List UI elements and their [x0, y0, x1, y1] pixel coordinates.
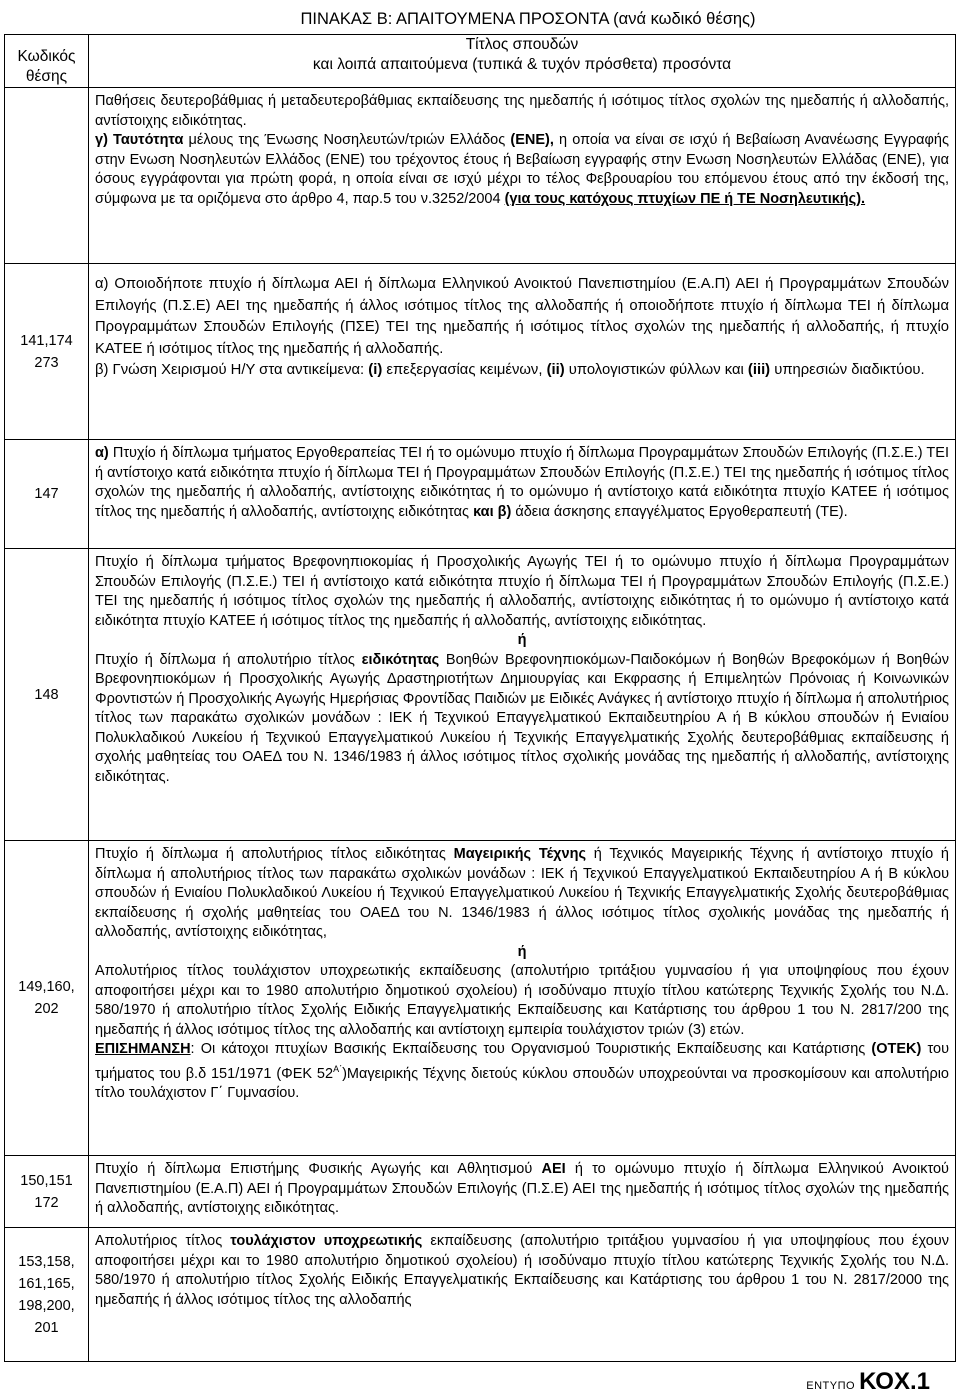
bold-text: (ii)	[546, 362, 565, 378]
text: η οποία να είναι σε ισχύ ή Βεβαίωση Ανανέωσης Εγγραφής στην Ενωση Νοσηλευτών Ελλάδος (ΕΝΕ) του τρέχοντος έτους ή Βεβαίωση εγγραφής στην Ενωση Νοσηλευτών Ελλάδας (ΕΝΕ), για όσους εγγράφονται για πρώτη φορά, η οποία είναι σε ισχύ μέχρι το τέλος Φεβρουαρίου του επόμενου έτους από την έκδοσή της, σύμφωνα με τα οριζόμενα στο άρθρο 4, παρ.5 του ν.3252/2004	[95, 132, 949, 207]
paragraph: Πτυχίο ή δίπλωμα τμήματος Βρεφονηπιοκομίας ή Προσχολικής Αγωγής ΤΕΙ ή το ομώνυμο πτυχίο ή δίπλωμα Προγραμμάτων Σπουδών Επιλογής (Π.Σ.Ε.) ΤΕΙ ή αντίστοιχο κατά ειδικότητα πτυχίο ή δίπλωμα ΤΕΙ ή Προγραμμάτων Σπουδών Επιλογής (Π.Σ.Ε.) ΤΕΙ της ημεδαπής ή ισότιμος τίτλος σχολών της ημεδαπής ή αλλοδαπής, αντίστοιχης ειδικότητας ή το ομώνυμο ή αντίστοιχο κατά ειδικότητα πτυχίο ΚΑΤΕΕ ή ισότιμος τίτλος της ημεδαπής ή αλλοδαπής, αντίστοιχης ειδικότητας.	[95, 554, 949, 629]
form-label: ΕΝΤΥΠΟ	[806, 1380, 856, 1392]
position-code: 202	[34, 1001, 59, 1017]
position-code: 201	[34, 1319, 59, 1336]
text: Πτυχίο ή δίπλωμα ή απολυτήριος τίτλος ειδικότητας	[95, 846, 454, 862]
text: Απολυτήριος τίτλος	[95, 1233, 231, 1249]
bold-text: γ) Ταυτότητα	[95, 132, 184, 148]
text: του τμήματος του β.δ 151/1971 (ΦΕΚ 52	[95, 1041, 949, 1082]
paragraph: α) Οποιοδήποτε πτυχίο ή δίπλωμα ΑΕΙ ή δίπλωμα Ελληνικού Ανοικτού Πανεπιστημίου (Ε.Α.Π) ΑΕΙ ή Προγραμμάτων Σπουδών Επιλογής (Π.Σ.Ε) ΑΕΙ της ημεδαπής ή άλλος ισότιμος τίτλος της αλλοδαπής ή οποιοδήποτε πτυχίο ή δίπλωμα ΤΕΙ ή δίπλωμα Προγραμμάτων Σπουδών Επιλογής (ΠΣΕ) ΤΕΙ της ημεδαπής ή ισότιμος τίτλος σχολών της ημεδαπής ή αλλοδαπής, ή πτυχίο ΚΑΤΕΕ ή ισότιμος τίτλος της ημεδαπής ή αλλοδαπής.	[95, 276, 949, 357]
bold-text: ειδικότητας	[361, 651, 440, 668]
position-code: 148	[34, 686, 59, 703]
paragraph: Παθήσεις δευτεροβάθμιας ή μεταδευτεροβάθμιας εκπαίδευσης της ημεδαπής ή ισότιμος τίτλος σχολών της ημεδαπής ή αλλοδαπής, αντίστοιχης ειδικότητας.	[95, 93, 949, 129]
code-cell	[5, 88, 89, 264]
text: Βοηθών Βρεφονηπιοκόμων-Παιδοκόμων ή Βοηθών Βρεφοκόμων ή Βοηθών Βρεφονηπιοκόμων ή Προσχολικής Αγωγής Δραστηριοτήτων Δημιουργίας και Εκφρασης ή Επιμελητών Πρόνοιας ή Κοινωνικών Φροντιστών ή Προσχολικής Αγωγής Ημερήσιας Φροντίδας Παιδιών με Ειδικές Ανάγκες ή αντίστοιχο πτυχίο ή δίπλωμα ή απολυτήριος τίτλος των παρακάτω σχολικών μονάδων : ΙΕΚ ή Τεχνικού Επαγγελματικού Εκπαιδευτηρίου Α ή Β κύκλου σπουδών ή Ενιαίου Πολυκλαδικού Λυκείου ή Τεχνικού Επαγγελματικού Λυκείου ή Τεχνικής Επαγγελματικής Σχολής δευτεροβάθμιας εκπαίδευσης ή σχολής μαθητείας του ΟΑΕΔ του Ν. 1346/1983 ή άλλος ισότιμος τίτλος σχολικής μονάδας της ημεδαπής ή αλλοδαπής, αντίστοιχης ειδικότητας.	[95, 651, 949, 785]
bold-text: α)	[95, 445, 109, 461]
position-code: 150,151	[20, 1172, 73, 1189]
table-row	[5, 264, 956, 440]
header-code-line1: Κωδικός	[17, 48, 76, 65]
position-code: 149,160,	[18, 979, 75, 995]
header-code-line2: θέσης	[25, 68, 68, 85]
text: Πτυχίο ή δίπλωμα τμήματος Εργοθεραπείας ΤΕΙ ή το ομώνυμο πτυχίο ή δίπλωμα Προγραμμάτων Σπουδών Επιλογής (Π.Σ.Ε.) ΤΕΙ ή αντίστοιχο κατά ειδικότητα πτυχίο ή δίπλωμα ΤΕΙ ή Προγραμμάτων Σπουδών Επιλογής (Π.Σ.Ε.) ΤΕΙ της ημεδαπής ή ισότιμος τίτλος σχολών της ημεδαπής ή αλλοδαπής, αντίστοιχης ειδικότητας ή το ομώνυμο ή αντίστοιχο κατά ειδικότητα πτυχίο ΚΑΤΕΕ ή ισότιμος τίτλος της ημεδαπής ή αλλοδαπής, αντίστοιχης ειδικότητας	[95, 445, 949, 520]
bold-text: (ΕΝΕ),	[510, 132, 554, 148]
code-cell	[5, 264, 89, 440]
superscript: Α΄	[333, 1063, 343, 1074]
text: Πτυχίο ή δίπλωμα Επιστήμης Φυσικής Αγωγής και Αθλητισμού	[95, 1161, 542, 1177]
paragraph	[95, 651, 949, 788]
header-code-cell	[5, 35, 89, 88]
header-title-line1: Τίτλος σπουδών	[465, 36, 579, 53]
table-row	[5, 1156, 956, 1228]
paragraph	[95, 845, 949, 943]
table-row	[5, 1228, 956, 1362]
header-title-cell	[89, 35, 956, 88]
text: β) Γνώση Χειρισμού Η/Υ στα αντικείμενα:	[95, 362, 369, 378]
text: άδεια άσκησης επαγγέλματος Εργοθεραπευτή (ΤΕ).	[511, 503, 848, 520]
code-cell	[5, 1228, 89, 1362]
or-separator: ή	[517, 632, 527, 648]
paragraph: Απολυτήριος τίτλος τουλάχιστον υποχρεωτικής εκπαίδευσης (απολυτήριο τριτάξιου γυμνασίου ή για υποψηφίους που έχουν αποφοιτήσει μέχρι και το 1980 απολυτήριο δημοτικού σχολείου) ή ισοδύναμο πτυχίο τίτλου κατώτερης Τεχνικής Σχολής του Ν.Δ. 580/1970 ή απολυτήριο τίτλος Σχολής Ειδικής Επαγγελματικής Εκπαίδευσης και Κατάρτισης του άρθρου 1 του Ν. 2817/200 της ημεδαπής ή άλλος ισότιμος τίτλος της αλλοδαπής και αντίστοιχη εμπειρία τουλάχιστον τριών (3) ετών.	[95, 963, 949, 1038]
table-title: ΠΙΝΑΚΑΣ Β: ΑΠΑΙΤΟΥΜΕΝΑ ΠΡΟΣΟΝΤΑ (ανά κωδικό θέσης)	[300, 10, 756, 28]
or-separator: ή	[517, 943, 527, 960]
position-code: 161,165,	[18, 1275, 75, 1292]
bold-text: τουλάχιστον υποχρεωτικής	[230, 1233, 423, 1249]
bold-text: (ΟΤΕΚ)	[871, 1041, 922, 1057]
paragraph	[95, 1160, 949, 1219]
position-code: 172	[34, 1194, 59, 1211]
text: ή το ομώνυμο πτυχίο ή δίπλωμα Ελληνικού Ανοικτού Πανεπιστημίου (Ε.Α.Π) ΑΕΙ ή Προγραμμάτων Σπουδών Επιλογής (Π.Σ.Ε) ΑΕΙ της ημεδαπής ή ισότιμος τίτλος σχολών της ημεδαπής ή αλλοδαπής, αντίστοιχης ειδικότητας.	[95, 1161, 949, 1216]
paragraph	[95, 1232, 949, 1310]
bold-text: ΑΕΙ	[541, 1161, 566, 1177]
note-paragraph	[95, 1040, 949, 1103]
text: μέλους της Ένωσης Νοσηλευτών/τριών Ελλάδος	[183, 132, 511, 148]
paragraph	[95, 444, 949, 522]
text: εκπαίδευσης (απολυτήριο τριτάξιου γυμνασίου ή για υποψηφίους που έχουν αποφοιτήσει μέχρι και το 1980 απολυτήριο δημοτικού σχολείου) ή ισοδύναμο πτυχίο τίτλου κατώτερης Τεχνικής Σχολής του Ν.Δ. 580/1970 ή απολυτήριο τίτλος Σχολής Ειδικής Επαγγελματικής Εκπαίδευσης και Κατάρτισης του άρθρου 1 του Ν. 2817/2000 της ημεδαπής ή άλλος ισότιμος τίτλος της αλλοδαπής	[95, 1233, 949, 1308]
paragraph	[95, 360, 949, 382]
requirements-cell	[89, 88, 956, 264]
position-code: 198,200,	[18, 1297, 75, 1314]
text: : Οι κάτοχοι πτυχίων Βασικής Εκπαίδευσης του Οργανισμού Τουριστικής Εκπαίδευσης και Κατάρτισης	[190, 1041, 872, 1057]
bold-text: (i)	[368, 362, 383, 378]
paragraph	[95, 131, 949, 209]
requirements-cell	[89, 841, 956, 1156]
table-row	[5, 549, 956, 841]
code-cell	[5, 549, 89, 841]
requirements-cell	[89, 264, 956, 440]
table-row	[5, 440, 956, 549]
position-code: 153,158,	[18, 1253, 75, 1270]
bold-text: (iii)	[747, 362, 771, 378]
note-label: ΕΠΙΣΗΜΑΝΣΗ	[95, 1041, 191, 1057]
bold-text: Μαγειρικής Τέχνης	[453, 846, 586, 862]
text: υπολογιστικών φύλλων και	[564, 362, 748, 378]
bold-text: και β)	[473, 503, 512, 520]
table-row	[5, 88, 956, 264]
position-code: 141,174	[20, 332, 73, 349]
header-row	[5, 35, 956, 88]
text: ή Τεχνικός Μαγειρικής Τέχνης ή αντίστοιχο πτυχίο ή δίπλωμα ή απολυτήριος τίτλος των παρακάτω σχολικών μονάδων : ΙΕΚ ή Τεχνικού Επαγγελματικού Εκπαιδευτηρίου Α ή Β κύκλου σπουδών ή Ενιαίου Πολυκλαδικού Λυκείου ή Τεχνικού Επαγγελματικού Λυκείου ή Τεχνικής Επαγγελματικής Σχολής δευτεροβάθμιας εκπαίδευσης ή σχολής μαθητείας του ΟΑΕΔ του Ν. 1346/1983 ή άλλος ισότιμος τίτλος σχολικής μονάδας της ημεδαπής ή αλλοδαπής, αντίστοιχης ειδικότητας,	[95, 846, 949, 940]
form-number: ΚΟΧ.1	[859, 1368, 930, 1395]
position-code: 147	[34, 486, 59, 502]
requirements-table	[4, 34, 956, 1362]
header-title-line2: και λοιπά απαιτούμενα (τυπικά & τυχόν πρόσθετα) προσόντα	[312, 56, 732, 73]
table-row	[5, 841, 956, 1156]
requirements-cell	[89, 549, 956, 841]
position-code: 273	[34, 354, 59, 371]
text: υπηρεσιών διαδικτύου.	[770, 362, 925, 378]
underlined-text: (για τους κατόχους πτυχίων ΠΕ ή ΤΕ Νοσηλευτικής).	[504, 190, 866, 207]
requirements-cell	[89, 1228, 956, 1362]
text: επεξεργασίας κειμένων,	[382, 362, 547, 378]
form-code	[806, 1368, 930, 1396]
code-cell	[5, 1156, 89, 1228]
text: Πτυχίο ή δίπλωμα ή απολυτήριο τίτλος	[95, 651, 362, 668]
code-cell	[5, 841, 89, 1156]
requirements-cell	[89, 440, 956, 549]
code-cell	[5, 440, 89, 549]
requirements-cell	[89, 1156, 956, 1228]
text: )Μαγειρικής Τέχνης διετούς κύκλου σπουδών υποχρεούνται να προσκομίσουν και απολυτήριο τίτλο τουλάχιστον Γ΄ Γυμνασίου.	[95, 1065, 949, 1101]
